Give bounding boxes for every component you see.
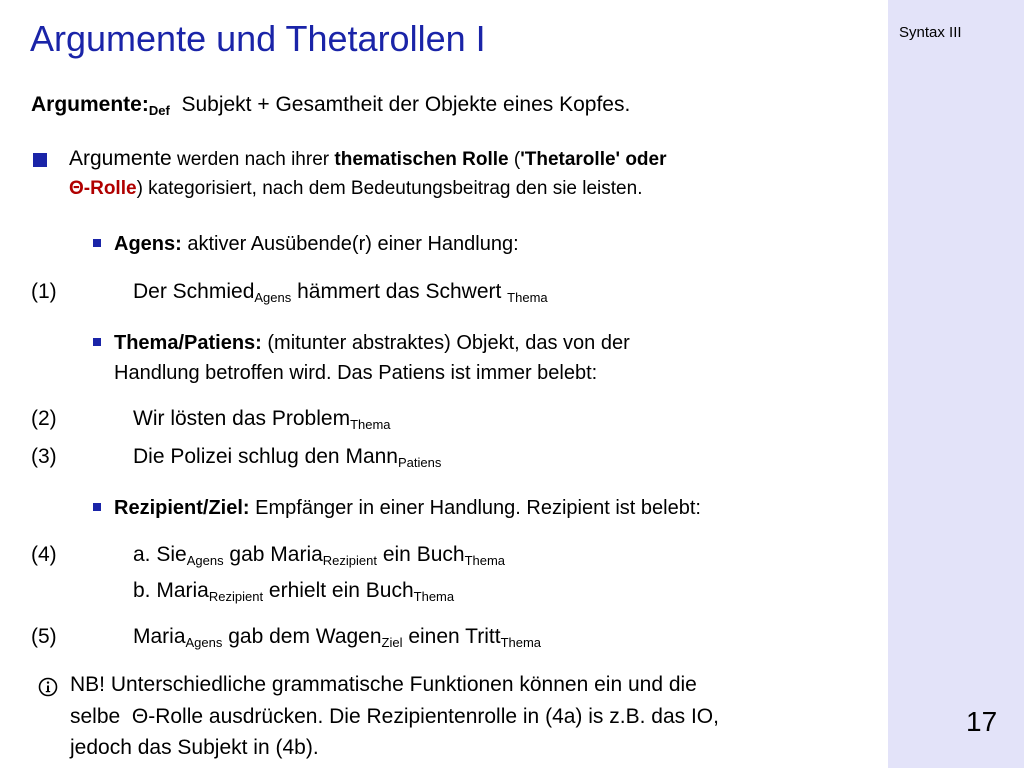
agens-text: aktiver Ausübende(r) einer Handlung:: [181, 233, 519, 255]
ex2-t1: Wir lösten das Problem: [133, 407, 351, 430]
ex1-s2: Thema: [507, 290, 548, 305]
ex3-t1: Die Polizei schlug den Mann: [133, 445, 398, 468]
sidebar-panel: [888, 0, 1024, 768]
agens-line: [114, 232, 519, 256]
thema-line1: [114, 331, 630, 355]
ex4b-s2: Thema: [413, 589, 455, 604]
bullet1-c: thematischen Rolle: [334, 149, 509, 170]
ex4a-t1: a. Sie: [133, 543, 187, 566]
thema-text: (mitunter abstraktes) Objekt, das von der: [261, 332, 630, 354]
example-4a: [133, 543, 505, 567]
ex5-s3: Thema: [500, 635, 542, 650]
ex4b-s1: Rezipient: [208, 589, 264, 604]
subbullet-square-icon: [93, 503, 101, 511]
example-number: (5): [31, 625, 57, 648]
ex2-s1: Thema: [350, 417, 391, 432]
definition-sub: Def: [148, 103, 170, 118]
rezipient-label: Rezipient/Ziel:: [114, 497, 250, 519]
bullet1-b: werden nach ihrer: [171, 149, 335, 170]
ex1-s1: Agens: [254, 290, 292, 305]
bullet1-e: 'Thetarolle' oder: [520, 149, 667, 170]
ex5-t2: gab dem Wagen: [222, 625, 382, 648]
thema-label: Thema/Patiens:: [114, 332, 262, 354]
ex1-t2: hämmert das Schwert: [291, 280, 508, 303]
info-icon: [38, 677, 58, 697]
note-line2: selbe Θ-Rolle ausdrücken. Die Rezipientenrolle in (4a) is z.B. das IO,: [70, 705, 719, 728]
page-number: 17: [966, 706, 998, 737]
slide-title: Argumente und Thetarollen I: [30, 18, 486, 59]
ex4b-t2: erhielt ein Buch: [263, 579, 414, 602]
ex1-t1: Der Schmied: [133, 280, 255, 303]
definition-line: [31, 92, 630, 117]
rezipient-text: Empfänger in einer Handlung. Rezipient ist belebt:: [249, 497, 701, 519]
theta-rolle-red: Θ-Rolle: [69, 178, 137, 199]
definition-text: Subjekt + Gesamtheit der Objekte eines Kopfes.: [181, 93, 631, 116]
ex4a-s2: Rezipient: [322, 553, 377, 568]
example-2: [133, 407, 391, 431]
example-1: [133, 280, 548, 304]
ex4a-s3: Thema: [464, 553, 506, 568]
definition-term: Argumente:: [31, 93, 149, 116]
thema-line2: [114, 361, 597, 385]
ex4a-s1: Agens: [186, 553, 224, 568]
example-number: (2): [31, 407, 57, 430]
example-number: (1): [31, 280, 57, 303]
ex5-s2: Ziel: [381, 635, 403, 650]
note-line1: NB! Unterschiedliche grammatische Funktionen können ein und die: [70, 673, 697, 696]
subbullet-square-icon: [93, 338, 101, 346]
bullet1-a: Argumente: [69, 147, 172, 170]
ex5-t1: Maria: [133, 625, 186, 648]
bullet1-g: ) kategorisiert, nach dem Bedeutungsbeitrag den sie leisten.: [136, 178, 643, 199]
example-number: (3): [31, 445, 57, 468]
agens-label: Agens:: [114, 233, 182, 255]
course-label: Syntax III: [899, 24, 962, 41]
thema-text2: Handlung betroffen wird. Das Patiens ist immer belebt:: [114, 362, 598, 384]
example-3: [133, 445, 441, 469]
bullet1-line1: [69, 146, 667, 172]
example-number: (4): [31, 543, 57, 566]
ex4b-t1: b. Maria: [133, 579, 209, 602]
ex4a-t3: ein Buch: [377, 543, 465, 566]
subbullet-square-icon: [93, 239, 101, 247]
bullet-square-icon: [33, 153, 47, 167]
bullet1-d: (: [508, 149, 521, 170]
example-4b: [133, 579, 454, 603]
ex4a-t2: gab Maria: [223, 543, 323, 566]
example-5: [133, 625, 541, 649]
ex3-s1: Patiens: [397, 455, 442, 470]
ex5-t3: einen Tritt: [402, 625, 501, 648]
rezipient-line: [114, 496, 701, 520]
ex5-s1: Agens: [185, 635, 223, 650]
bullet1-line2: [69, 178, 642, 201]
note-line3: jedoch das Subjekt in (4b).: [70, 736, 319, 759]
